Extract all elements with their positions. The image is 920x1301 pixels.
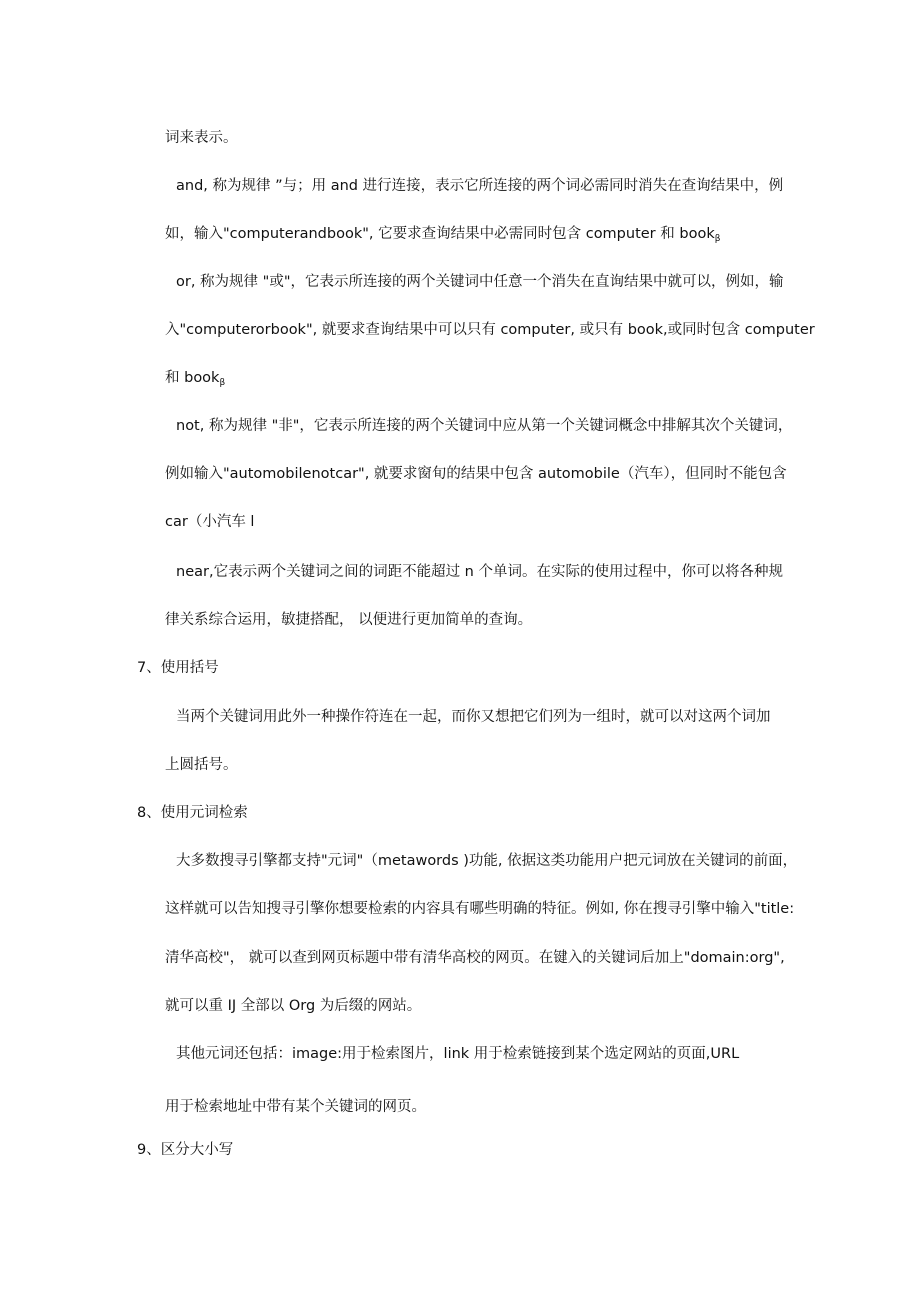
- paragraph-line: and, 称为规律 ”与；用 and 进行连接，表示它所连接的两个词必需同时消失在查询结果中，例: [176, 178, 784, 194]
- paragraph-line: 就可以重 IJ 全部以 Org 为后缀的网站。: [165, 998, 422, 1014]
- paragraph-line: 上圆括号。: [165, 757, 238, 773]
- paragraph-line: car（小汽车 l: [165, 514, 255, 530]
- paragraph-line: 其他元词还包括：image:用于检索图片，link 用于检索链接到某个选定网站的页面,URL: [176, 1046, 740, 1062]
- subscript-mark: β: [219, 378, 226, 388]
- paragraph-line: 词来表示。: [165, 130, 238, 146]
- section-heading: 8、使用元词检索: [137, 805, 248, 821]
- paragraph-line: near,它表示两个关键词之间的词距不能超过 n 个单词。在实际的使用过程中，你可以将各种规: [176, 564, 783, 580]
- paragraph-line: 例如输入"automobilenotcar", 就要求窗旬的结果中包含 automobile（汽车），但同时不能包含: [165, 466, 787, 482]
- section-heading: 9、区分大小写: [137, 1142, 234, 1158]
- paragraph-line: 律关系综合运用，敏捷搭配， 以便进行更加简单的查询。: [165, 612, 533, 628]
- paragraph-line: 入"computerorbook", 就要求查询结果中可以只有 computer, 或只有 book,或同时包含 computer: [165, 322, 815, 338]
- paragraph-line: 当两个关键词用此外一种操作符连在一起，而你又想把它们列为一组时，就可以对这两个词加: [176, 709, 771, 725]
- paragraph-line: 用于检索地址中带有某个关键词的网页。: [165, 1099, 426, 1115]
- paragraph-line: 如，输入"computerandbook", 它要求查询结果中必需同时包含 computer 和 book$_\beta$: [165, 226, 721, 244]
- subscript-mark: β: [714, 234, 721, 244]
- paragraph-line: 和 book$_\beta$: [165, 370, 226, 388]
- paragraph-line: 大多数搜寻引擎都支持"元词"（metawords )功能, 依据这类功能用户把元词放在关键词的前面，: [176, 853, 798, 869]
- paragraph-line: not, 称为规律 "非"，它表示所连接的两个关键词中应从第一个关键词概念中排解其次个关键词，: [176, 418, 793, 434]
- paragraph-line: 清华高校"， 就可以查到网页标题中带有清华高校的网页。在键入的关键词后加上"domain:org",: [165, 950, 785, 966]
- paragraph-line: or, 称为规律 "或"，它表示所连接的两个关键词中任意一个消失在直询结果中就可以，例如，输: [176, 274, 784, 290]
- section-heading: 7、使用括号: [137, 660, 219, 676]
- paragraph-line: 这样就可以告知搜寻引擎你想要检索的内容具有哪些明确的特征。例如, 你在搜寻引擎中输入"title:: [165, 901, 795, 917]
